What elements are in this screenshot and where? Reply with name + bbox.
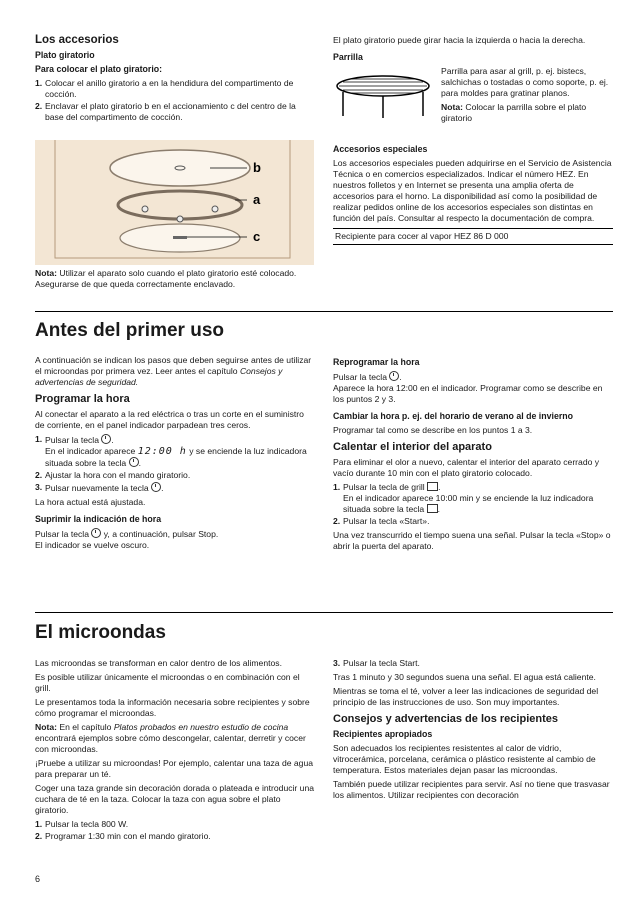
suppress-text: Pulsar la tecla y, a continuación, pulsar Stop. El indicador se vuelve oscuro. <box>35 529 219 550</box>
special-text: Los accesorios especiales pueden adquirirse en el Servicio de Asistencia Técnica o en comercios especializados. Indicar el número HEZ. En nuestros folletos y en Internet se presenta una amplia oferta de accesorios para el horno. La disponibilidad así como la posibilidad de realizar pedidos online de los accesorios especiales son distintas en función del país. Consultar al respecto la documentación de compra. <box>333 158 612 223</box>
list-item: 1. Pulsar la tecla de grill . En el indicador aparece 10:00 min y se enciende la luz indicadora situada sobre la tecla . <box>333 482 594 514</box>
heat-title: Calentar el interior del aparato <box>333 441 492 453</box>
grill-icon <box>427 504 438 513</box>
accessories-right <box>333 35 613 245</box>
mw-p1: Las microondas se transforman en calor dentro de los alimentos. <box>35 658 282 668</box>
accessories-steps <box>35 78 315 123</box>
first-use-left <box>35 355 315 554</box>
first-use-intro: A continuación se indican los pasos que deben seguirse antes de utilizar el microondas por primera vez. Leer antes el capítulo Consejos y advertencias de seguridad. <box>35 355 312 387</box>
grill-title: Parrilla <box>333 52 363 62</box>
steam-container-row: Recipiente para cocer al vapor HEZ 86 D 000 <box>333 228 613 245</box>
list-item: 1. Pulsar la tecla . En el indicador aparece 12:00 h y se enciende la luz indicadora situada sobre la tecla . <box>35 434 307 468</box>
dst-text: Programar tal como se describe en los puntos 1 a 3. <box>333 425 533 435</box>
display-readout: 12:00 h <box>137 446 187 457</box>
list-item: 3. Pulsar nuevamente la tecla . <box>35 482 164 493</box>
mw-steps <box>35 819 315 842</box>
first-use-title: Antes del primer uso <box>35 320 224 341</box>
accessories-left <box>35 35 315 126</box>
turntable-illustration <box>35 140 314 265</box>
reprog-text: Pulsar la tecla . Aparece la hora 12:00 en el indicador. Programar como se describe en los puntos 2 y 3. <box>333 372 603 404</box>
list-item: 2. Enclavar el plato giratorio b en el accionamiento c del centro de la base del compartimento de cocción. <box>35 101 296 122</box>
grill-icon <box>427 482 438 491</box>
mw-p4: ¡Pruebe a utilizar su microondas! Por ejemplo, calentar una taza de agua para preparar un té. <box>35 758 314 779</box>
list-item: 2. Programar 1:30 min con el mando giratorio. <box>35 831 211 841</box>
suitable-text: Son adecuados los recipientes resistentes al calor de vidrio, vitrocerámica, porcelana, cerámica o plástico resistente al cambio de temperatura. Estos materiales dejan pasar las microondas. <box>333 743 596 775</box>
list-item: 3. Pulsar la tecla Start. <box>333 658 420 668</box>
mw-r2: Mientras se toma el té, volver a leer las indicaciones de seguridad del principio de las instrucciones de uso. Son muy importantes. <box>333 686 599 707</box>
list-item: 2. Pulsar la tecla «Start». <box>333 516 430 526</box>
label-a: a <box>253 192 261 207</box>
clock-icon <box>101 434 111 444</box>
clock-icon <box>91 528 101 538</box>
heat-text: Para eliminar el olor a nuevo, calentar el interior del aparato cerrado y vacío durante 10 min con el plato giratorio colocado. <box>333 457 600 478</box>
microwave-right <box>333 658 613 804</box>
grill-block <box>333 66 613 144</box>
grill-note: Nota: Colocar la parrilla sobre el plato giratorio <box>441 102 587 123</box>
first-use-right <box>333 357 613 555</box>
dst-title: Cambiar la hora p. ej. del horario de verano al de invierno <box>333 411 574 421</box>
program-text: Al conectar el aparato a la red eléctrica o tras un corte en el suministro de corriente, en el panel indicador parpadean tres ceros. <box>35 409 304 430</box>
special-title: Accesorios especiales <box>333 144 428 154</box>
grill-text: Parrilla para asar al grill, p. ej. bistecs, salchichas o tostadas o como soporte, p. ej. para moldes para gratinar planos. <box>441 66 609 98</box>
rotate-text: El plato giratorio puede girar hacia la izquierda o hacia la derecha. <box>333 35 586 45</box>
mw-note: Nota: En el capítulo Platos probados en nuestro estudio de cocina encontrará ejemplos sobre cómo descongelar, calentar, derretir y cocer con microondas. <box>35 722 306 754</box>
serving-text: También puede utilizar recipientes para servir. Así no tiene que trasvasar los alimentos. Utilizar recipientes con decoración <box>333 779 610 800</box>
program-title: Programar la hora <box>35 393 130 405</box>
suppress-title: Suprimir la indicación de hora <box>35 514 162 524</box>
mw-p3: Le presentamos toda la información necesaria sobre recipientes y sobre cómo programar el microondas. <box>35 697 310 718</box>
accessories-title: Los accesorios <box>35 34 119 46</box>
turntable-drawing <box>35 140 314 265</box>
label-b: b <box>253 160 261 175</box>
mw-p5: Coger una taza grande sin decoración dorada o plateada e introducir una cuchara de té en la taza. Colocar la taza con agua sobre el plato giratorio. <box>35 783 315 815</box>
section-divider <box>35 612 613 613</box>
microwave-title: El microondas <box>35 622 166 643</box>
accessories-note: Nota: Utilizar el aparato solo cuando el plato giratorio esté colocado. Asegurarse de que queda correctamente enclavado. <box>35 268 297 289</box>
clock-icon <box>129 457 139 467</box>
heat-end: Una vez transcurrido el tiempo suena una señal. Pulsar la tecla «Stop» o abrir la puerta del aparato. <box>333 530 611 551</box>
grill-rack-illustration <box>333 74 433 120</box>
page-number: 6 <box>35 874 41 884</box>
list-item: 2. Ajustar la hora con el mando giratorio. <box>35 470 191 480</box>
mw-p2: Es posible utilizar únicamente el microondas o en combinación con el grill. <box>35 672 300 693</box>
clock-icon <box>389 371 399 381</box>
turntable-title: Plato giratorio <box>35 50 95 60</box>
list-item: 1. Pulsar la tecla 800 W. <box>35 819 129 829</box>
list-item: 1. Colocar el anillo giratorio a en la hendidura del compartimento de cocción. <box>35 78 294 99</box>
clock-icon <box>151 482 161 492</box>
mw-r1: Tras 1 minuto y 30 segundos suena una señal. El agua está caliente. <box>333 672 596 682</box>
section-divider <box>35 311 613 312</box>
heat-steps <box>333 482 613 527</box>
program-steps <box>35 434 315 494</box>
suitable-title: Recipientes apropiados <box>333 729 433 739</box>
reprog-title: Reprogramar la hora <box>333 357 420 367</box>
microwave-left <box>35 658 315 845</box>
place-title: Para colocar el plato giratorio: <box>35 64 163 74</box>
tips-title: Consejos y advertencias de los recipientes <box>333 713 558 725</box>
label-c: c <box>253 229 261 244</box>
set-text: La hora actual está ajustada. <box>35 497 146 507</box>
mw-steps-cont <box>333 658 613 669</box>
